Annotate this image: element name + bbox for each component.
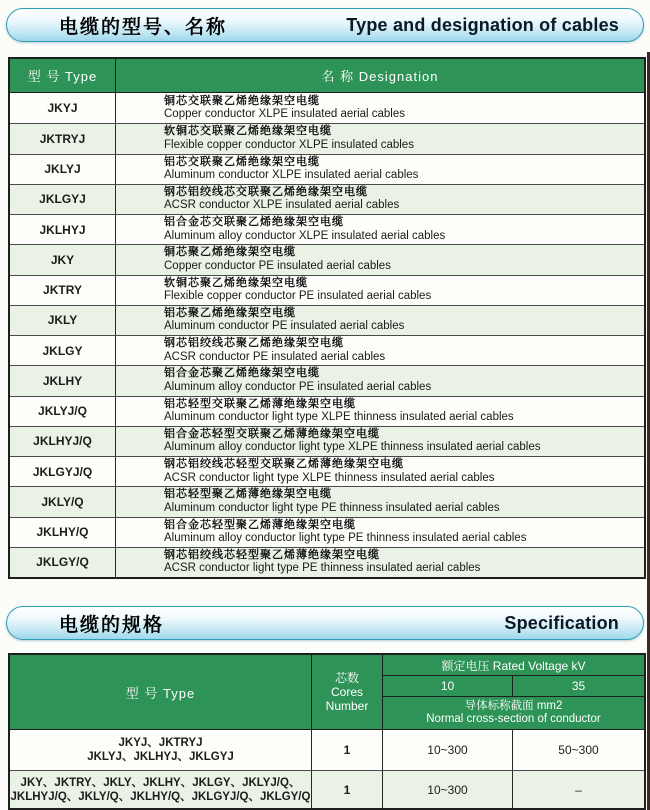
table-row xyxy=(10,426,644,456)
designation-en: ACSR conductor XLPE insulated aerial cables xyxy=(164,199,400,212)
table-row xyxy=(10,486,644,516)
cable-type-code: JKLHYJ/Q xyxy=(33,434,92,449)
column-header-designation: 名 称 Designation xyxy=(115,59,644,92)
designation-en: Copper conductor PE insulated aerial cables xyxy=(164,259,391,272)
cable-type-code: JKLY xyxy=(47,313,78,328)
cross-section-en: Normal cross-section of conductor xyxy=(426,713,601,725)
designation-zh: 铝合金芯轻型聚乙烯薄绝缘架空电缆 xyxy=(164,518,356,531)
spec-row-types xyxy=(10,770,312,808)
designation-en: Aluminum alloy conductor PE insulated aerial cables xyxy=(164,380,432,393)
table-row xyxy=(10,517,644,547)
column-header-rated-voltage: 额定电压 Rated Voltage kV xyxy=(383,655,644,676)
cores-label-zh: 芯数 xyxy=(334,671,359,685)
designation-zh: 钢芯铝绞线芯聚乙烯绝缘架空电缆 xyxy=(164,337,344,350)
table-row xyxy=(10,184,644,214)
designation-zh: 铝芯聚乙烯绝缘架空电缆 xyxy=(164,306,296,319)
cable-type-code: JKLHYJ xyxy=(39,222,86,237)
table-row xyxy=(10,547,644,577)
specification-table xyxy=(8,653,646,810)
cable-type-code: JKY xyxy=(50,252,75,267)
designation-en: Aluminum alloy conductor XLPE insulated aerial cables xyxy=(164,229,446,242)
designation-zh: 铜芯聚乙烯绝缘架空电缆 xyxy=(164,246,296,259)
cable-type-code: JKLGYJ xyxy=(39,192,86,207)
spec-row-types xyxy=(10,729,312,770)
designation-zh: 铝芯轻型交联聚乙烯薄绝缘架空电缆 xyxy=(164,397,356,410)
table-row xyxy=(10,396,644,426)
column-header-type: 型 号 Type xyxy=(10,655,312,729)
section-header-type-designation xyxy=(6,8,644,42)
cross-section-zh: 导体标称截面 mm2 xyxy=(464,699,563,712)
designation-en: ACSR conductor PE insulated aerial cables xyxy=(164,350,386,363)
designation-zh: 软铜芯聚乙烯绝缘架空电缆 xyxy=(164,276,308,289)
spec-row-35kv-range: 50~300 xyxy=(513,729,644,770)
table-row xyxy=(10,123,644,153)
cable-type-code: JKLGYJ/Q xyxy=(32,464,93,479)
column-header-type: 型 号 Type xyxy=(27,69,98,84)
designation-zh: 铝芯轻型聚乙烯薄绝缘架空电缆 xyxy=(164,488,332,501)
section-title-zh: 电缆的型号、名称 xyxy=(59,16,228,38)
cores-label-en1: Cores xyxy=(330,685,363,699)
column-header-10kv: 10 xyxy=(383,676,513,697)
designation-zh: 铝合金芯交联聚乙烯绝缘架空电缆 xyxy=(164,216,344,229)
table-row xyxy=(10,93,644,123)
designation-en: Aluminum conductor PE insulated aerial cables xyxy=(164,320,405,333)
type-designation-table xyxy=(8,57,646,579)
cable-type-code: JKLYJ/Q xyxy=(38,404,87,419)
designation-zh: 钢芯铝绞线芯轻型交联聚乙烯薄绝缘架空电缆 xyxy=(164,458,404,471)
column-header-cross-section xyxy=(383,697,644,729)
table-row xyxy=(10,244,644,274)
section-title-en: Specification xyxy=(504,612,619,633)
types-line: JKLYJ、JKLHYJ、JKLGYJ xyxy=(87,751,234,763)
designation-en: Aluminum conductor light type XLPE thinness insulated aerial cables xyxy=(164,411,514,424)
table-row xyxy=(10,456,644,486)
types-line: JKY、JKTRY、JKLY、JKLHY、JKLGY、JKLYJ/Q、 xyxy=(20,776,301,789)
cores-label-en2: Number xyxy=(325,699,369,713)
table-row xyxy=(10,365,644,395)
cable-type-code: JKLY/Q xyxy=(41,494,84,509)
designation-en: Copper conductor XLPE insulated aerial cables xyxy=(164,108,406,121)
section-title-en: Type and designation of cables xyxy=(346,14,619,35)
designation-en: Flexible copper conductor XLPE insulated cables xyxy=(164,138,414,151)
designation-en: Aluminum conductor light type PE thinness insulated aerial cables xyxy=(164,501,500,514)
spec-row-35kv-range: – xyxy=(513,770,644,808)
designation-zh: 铝芯交联聚乙烯绝缘架空电缆 xyxy=(164,155,320,168)
designation-zh: 铝合金芯聚乙烯绝缘架空电缆 xyxy=(164,367,320,380)
table-row xyxy=(10,305,644,335)
cable-type-code: JKLHY xyxy=(42,373,83,388)
table-row xyxy=(10,275,644,305)
table-row xyxy=(10,154,644,184)
spec-row-10kv-range: 10~300 xyxy=(383,770,513,808)
designation-zh: 软铜芯交联聚乙烯绝缘架空电缆 xyxy=(164,125,332,138)
spec-row-cores: 1 xyxy=(312,729,383,770)
designation-zh: 钢芯铝绞线芯轻型聚乙烯薄绝缘架空电缆 xyxy=(164,548,380,561)
designation-zh: 铜芯交联聚乙烯绝缘架空电缆 xyxy=(164,94,320,107)
designation-en: ACSR conductor light type PE thinness insulated aerial cables xyxy=(164,562,481,575)
types-line: JKLHYJ/Q、JKLY/Q、JKLHY/Q、JKLGYJ/Q、JKLGY/Q xyxy=(10,790,311,803)
cable-type-code: JKTRY xyxy=(43,283,82,298)
cable-type-code: JKLGY xyxy=(42,343,83,358)
spec-row-cores: 1 xyxy=(312,770,383,808)
designation-en: Flexible copper conductor PE insulated aerial cables xyxy=(164,290,432,303)
cable-type-code: JKYJ xyxy=(47,101,78,116)
designation-en: Aluminum alloy conductor light type PE thinness insulated aerial cables xyxy=(164,532,527,545)
section-title-zh: 电缆的规格 xyxy=(59,614,165,636)
cable-type-code: JKLGY/Q xyxy=(36,555,89,570)
designation-en: ACSR conductor light type XLPE thinness insulated aerial cables xyxy=(164,471,495,484)
column-header-cores xyxy=(312,655,383,729)
designation-zh: 铝合金芯轻型交联聚乙烯薄绝缘架空电缆 xyxy=(164,427,380,440)
table-header-row xyxy=(10,59,644,93)
designation-zh: 钢芯铝绞线芯交联聚乙烯绝缘架空电缆 xyxy=(164,185,368,198)
cable-type-code: JKTRYJ xyxy=(39,131,86,146)
section-header-specification xyxy=(6,606,644,640)
types-line: JKYJ、JKTRYJ xyxy=(118,737,203,749)
designation-en: Aluminum conductor XLPE insulated aerial cables xyxy=(164,169,419,182)
table-row xyxy=(10,335,644,365)
cable-type-code: JKLHY/Q xyxy=(36,525,89,540)
column-header-35kv: 35 xyxy=(513,676,644,697)
table-row xyxy=(10,214,644,244)
designation-en: Aluminum alloy conductor light type XLPE thinness insulated aerial cables xyxy=(164,441,541,454)
cable-type-code: JKLYJ xyxy=(44,162,81,177)
spec-row-10kv-range: 10~300 xyxy=(383,729,513,770)
